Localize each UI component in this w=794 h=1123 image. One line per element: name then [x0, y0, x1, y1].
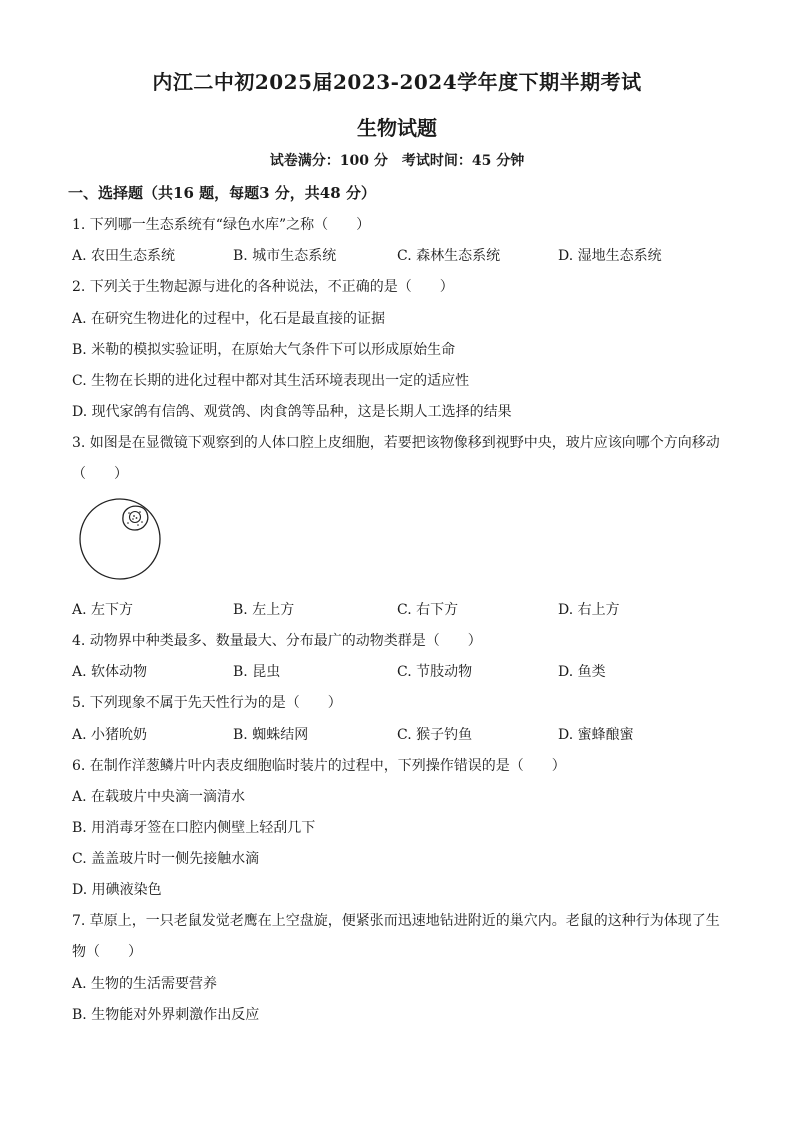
q2-option-b: B. 米勒的模拟实验证明，在原始大气条件下可以形成原始生命	[72, 342, 456, 358]
question-3-stem-line1: 3. 如图是在显微镜下观察到的人体口腔上皮细胞，若要把该物像移到视野中央，玻片应该向哪个方向移动	[72, 435, 720, 451]
q1-option-c: C. 森林生态系统	[397, 248, 501, 264]
q4-option-b: B. 昆虫	[233, 664, 281, 680]
q4-option-d: D. 鱼类	[558, 664, 606, 680]
q4-option-c: C. 节肢动物	[397, 664, 473, 680]
q7-option-b: B. 生物能对外界刺激作出反应	[72, 1007, 260, 1023]
question-1-stem: 1. 下列哪一生态系统有“绿色水库”之称（ ）	[72, 217, 371, 233]
question-6-stem: 6. 在制作洋葱鳞片叶内表皮细胞临时装片的过程中，下列操作错误的是（ ）	[72, 758, 566, 774]
exam-subtitle: 生物试题	[357, 116, 437, 140]
q2-option-a: A. 在研究生物进化的过程中，化石是最直接的证据	[72, 311, 386, 327]
q1-option-b: B. 城市生态系统	[233, 248, 337, 264]
q1-option-a: A. 农田生态系统	[72, 248, 176, 264]
q3-option-b: B. 左上方	[233, 602, 295, 618]
question-7-stem-line1: 7. 草原上，一只老鼠发觉老鹰在上空盘旋，便紧张而迅速地钻进附近的巢穴内。老鼠的这种行为体现了生	[72, 913, 720, 929]
cell-outline	[123, 506, 148, 530]
question-7-stem-line2: 物（ ）	[72, 944, 142, 960]
q1-option-d: D. 湿地生态系统	[558, 248, 662, 264]
q5-option-d: D. 蜜蜂酿蜜	[558, 727, 634, 743]
q4-option-a: A. 软体动物	[72, 664, 148, 680]
q7-option-a: A. 生物的生活需要营养	[72, 976, 218, 992]
q3-option-c: C. 右下方	[397, 602, 459, 618]
microscope-field-figure	[78, 496, 164, 582]
q5-option-b: B. 蜘蛛结网	[233, 727, 309, 743]
exam-title: 内江二中初2025届2023-2024学年度下期半期考试	[152, 70, 642, 94]
q3-option-a: A. 左下方	[72, 602, 134, 618]
section-title: 一、选择题（共16 题，每题3 分，共48 分）	[68, 184, 376, 202]
q3-option-d: D. 右上方	[558, 602, 620, 618]
question-5-stem: 5. 下列现象不属于先天性行为的是（ ）	[72, 695, 342, 711]
q5-option-c: C. 猴子钓鱼	[397, 727, 473, 743]
q6-option-d: D. 用碘液染色	[72, 882, 162, 898]
question-3-stem-line2: （ ）	[72, 466, 128, 482]
question-2-stem: 2. 下列关于生物起源与进化的各种说法，不正确的是（ ）	[72, 279, 454, 295]
q6-option-a: A. 在载玻片中央滴一滴清水	[72, 789, 246, 805]
q6-option-c: C. 盖盖玻片时一侧先接触水滴	[72, 851, 260, 867]
q2-option-c: C. 生物在长期的进化过程中都对其生活环境表现出一定的适应性	[72, 373, 470, 389]
cell-nucleus	[130, 512, 141, 523]
q2-option-d: D. 现代家鸽有信鸽、观赏鸽、肉食鸽等品种，这是长期人工选择的结果	[72, 404, 512, 420]
question-4-stem: 4. 动物界中种类最多、数量最大、分布最广的动物类群是（ ）	[72, 633, 482, 649]
exam-meta: 试卷满分：100 分 考试时间：45 分钟	[269, 153, 525, 169]
q5-option-a: A. 小猪吮奶	[72, 727, 148, 743]
field-of-view-circle	[80, 499, 160, 579]
q6-option-b: B. 用消毒牙签在口腔内侧壁上轻刮几下	[72, 820, 316, 836]
